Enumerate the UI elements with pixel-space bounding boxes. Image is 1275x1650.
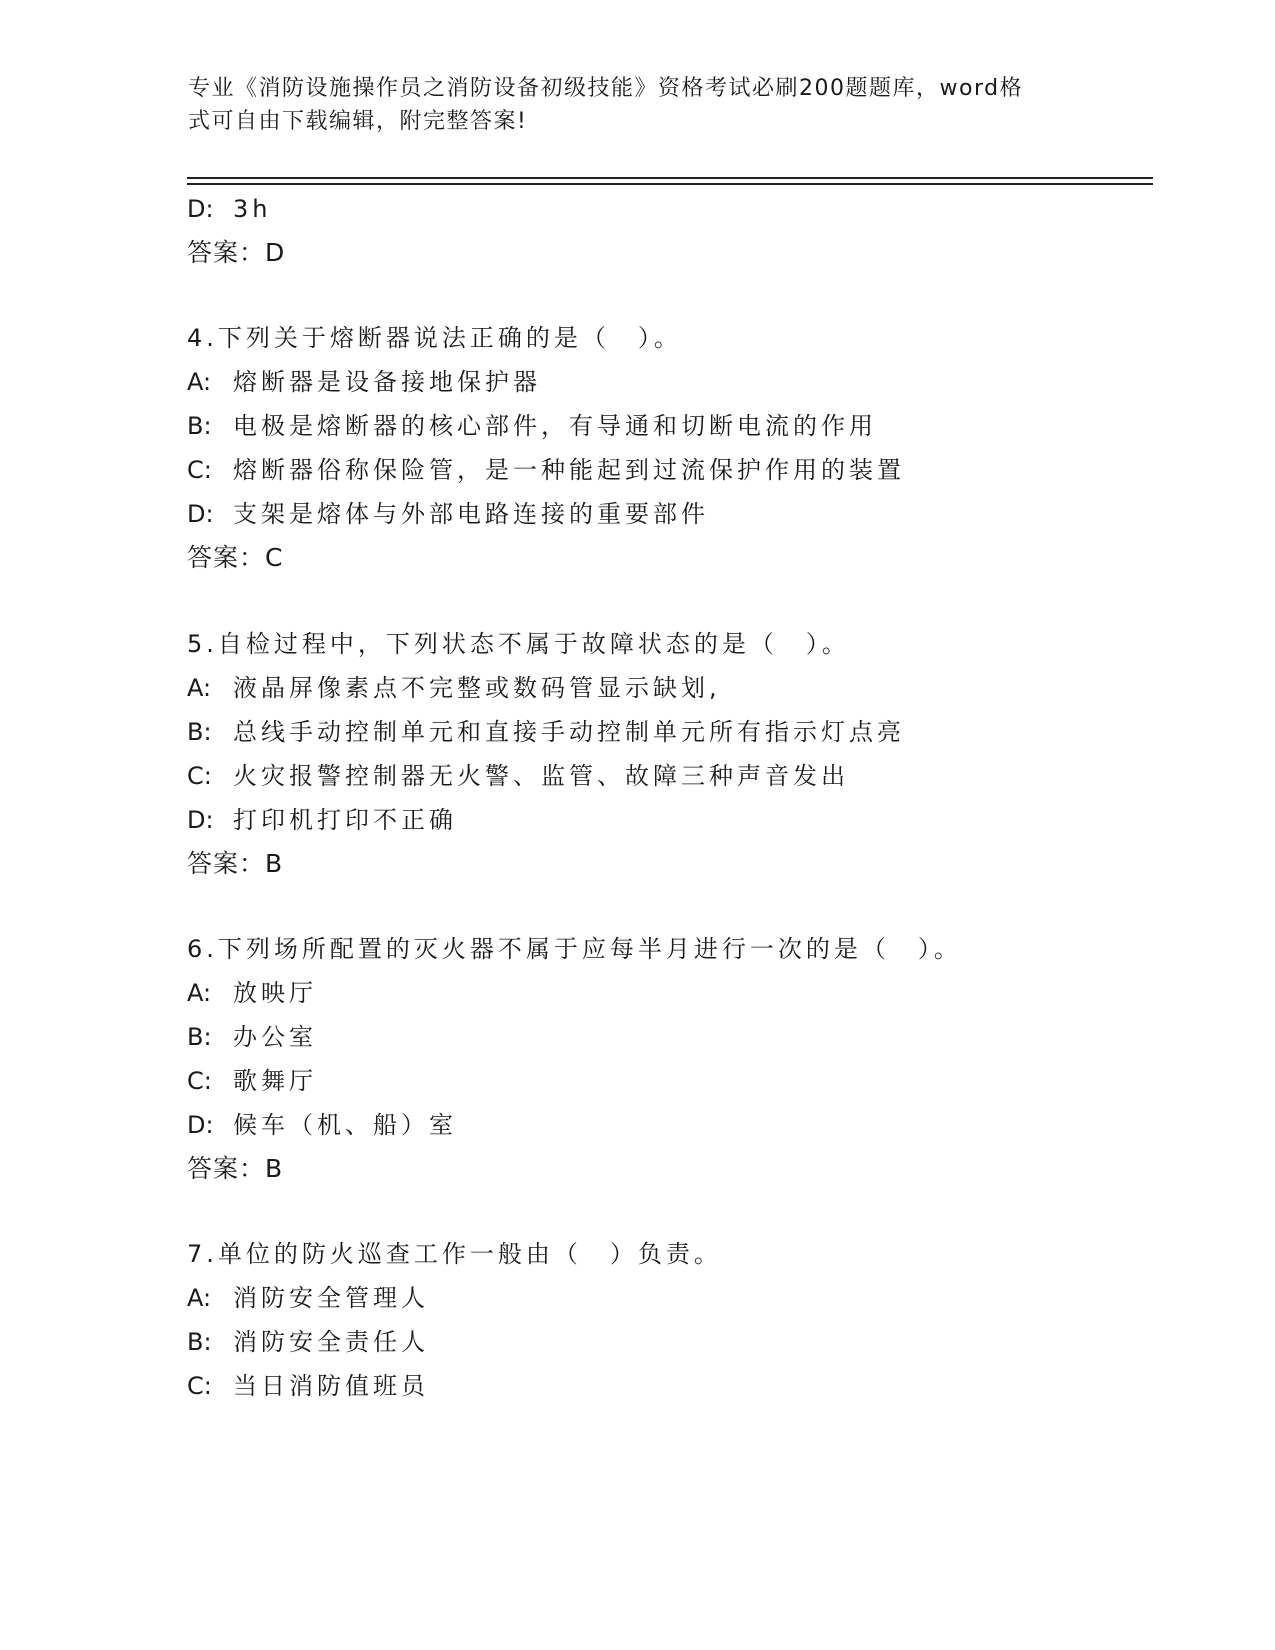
question-4-answer: 答案：C: [187, 543, 284, 572]
question-5-option-d: [187, 804, 457, 836]
question-4-stem: 4.下列关于熔断器说法正确的是（ ）。: [187, 324, 682, 352]
option-text: 熔断器是设备接地保护器: [233, 368, 541, 396]
question-4-option-d: [187, 498, 709, 530]
option-label: C:: [187, 1372, 212, 1400]
question-6-option-a: [187, 977, 317, 1009]
question-4-option-c: [187, 454, 905, 486]
option-label: B:: [187, 718, 212, 746]
question-7-stem: 7.单位的防火巡查工作一般由（ ）负责。: [187, 1240, 722, 1268]
option-text: 当日消防值班员: [233, 1372, 429, 1400]
question-5-answer: 答案：B: [187, 849, 284, 878]
prev-answer: 答案：D: [187, 238, 286, 267]
prev-option-d: [187, 193, 271, 225]
option-text: 支架是熔体与外部电路连接的重要部件: [233, 500, 709, 528]
header-divider-top: [187, 177, 1153, 179]
header-title-line2: 式可自由下载编辑，附完整答案!: [188, 109, 528, 134]
question-6-option-c: [187, 1065, 317, 1097]
option-label: C:: [187, 1067, 212, 1095]
option-label: D:: [187, 806, 214, 834]
option-label: D:: [187, 195, 214, 223]
option-text: 3h: [233, 195, 272, 223]
question-7-option-c: [187, 1370, 429, 1402]
page-header: [188, 72, 1068, 138]
option-text: 电极是熔断器的核心部件，有导通和切断电流的作用: [233, 412, 877, 440]
option-label: D:: [187, 1111, 214, 1139]
question-5-option-b: [187, 716, 905, 748]
question-4-option-b: [187, 410, 877, 442]
header-title-line1: 专业《消防设施操作员之消防设备初级技能》资格考试必刷200题题库，word格: [188, 76, 1024, 101]
question-7-option-b: [187, 1326, 429, 1358]
option-label: B:: [187, 1328, 212, 1356]
option-text: 放映厅: [233, 979, 317, 1007]
option-label: B:: [187, 412, 212, 440]
option-label: A:: [187, 674, 212, 702]
option-text: 歌舞厅: [233, 1067, 317, 1095]
option-label: C:: [187, 762, 212, 790]
question-6-stem: 6.下列场所配置的灭火器不属于应每半月进行一次的是（ ）。: [187, 935, 962, 963]
option-text: 总线手动控制单元和直接手动控制单元所有指示灯点亮: [233, 718, 905, 746]
option-label: B:: [187, 1023, 212, 1051]
option-label: A:: [187, 368, 212, 396]
question-5-option-a: [187, 672, 721, 704]
header-divider-bottom: [187, 183, 1153, 185]
question-7-option-a: [187, 1282, 429, 1314]
question-6-answer: 答案：B: [187, 1154, 284, 1183]
option-label: A:: [187, 979, 212, 1007]
option-text: 液晶屏像素点不完整或数码管显示缺划,: [233, 674, 721, 702]
option-text: 打印机打印不正确: [233, 806, 457, 834]
option-text: 消防安全责任人: [233, 1328, 429, 1356]
option-text: 熔断器俗称保险管，是一种能起到过流保护作用的装置: [233, 456, 905, 484]
option-text: 火灾报警控制器无火警、监管、故障三种声音发出: [233, 762, 849, 790]
option-text: 办公室: [233, 1023, 317, 1051]
question-4-option-a: [187, 366, 541, 398]
option-label: D:: [187, 500, 214, 528]
option-label: C:: [187, 456, 212, 484]
option-label: A:: [187, 1284, 212, 1312]
question-6-option-b: [187, 1021, 317, 1053]
option-text: 消防安全管理人: [233, 1284, 429, 1312]
option-text: 候车（机、船）室: [233, 1111, 457, 1139]
question-5-option-c: [187, 760, 849, 792]
question-6-option-d: [187, 1109, 457, 1141]
question-5-stem: 5.自检过程中，下列状态不属于故障状态的是（ ）。: [187, 630, 850, 658]
